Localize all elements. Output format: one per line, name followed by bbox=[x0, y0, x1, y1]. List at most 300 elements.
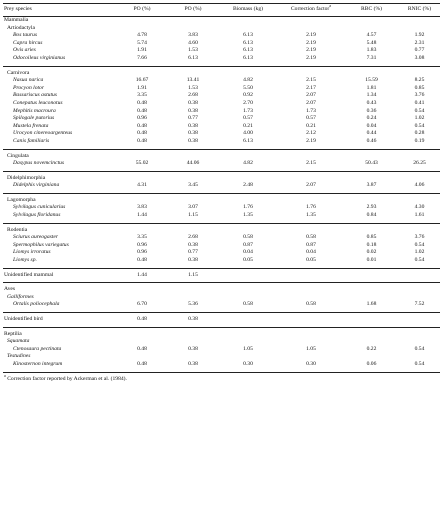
table-cell bbox=[278, 227, 344, 235]
table-cell bbox=[168, 17, 218, 25]
table-cell bbox=[116, 286, 168, 294]
species-name: Nasua narica bbox=[13, 77, 44, 84]
table-cell bbox=[278, 338, 344, 346]
table-cell: 0.38 bbox=[188, 360, 198, 367]
table-cell bbox=[399, 294, 440, 302]
table-cell bbox=[218, 17, 278, 25]
table-cell: 0.54 bbox=[414, 241, 425, 248]
table-cell bbox=[278, 316, 344, 324]
table-cell: 0.05 bbox=[243, 257, 253, 264]
table-cell: 0.48 bbox=[137, 257, 147, 264]
order-label: Artiodactyla bbox=[7, 24, 35, 31]
table-row bbox=[3, 70, 440, 78]
table-row bbox=[3, 25, 440, 33]
species-name: Mustela frenata bbox=[13, 122, 49, 129]
table-cell bbox=[278, 197, 344, 205]
table-cell: 2.19 bbox=[306, 39, 316, 46]
table-cell bbox=[218, 25, 278, 33]
table-cell bbox=[399, 316, 440, 324]
table-cell: 0.57 bbox=[306, 115, 316, 122]
table-cell: 3.87 bbox=[366, 182, 377, 189]
table-cell bbox=[116, 331, 168, 339]
table-row bbox=[3, 346, 440, 354]
table-row bbox=[3, 55, 440, 63]
species-name: Sylvilagus floridanus bbox=[13, 212, 61, 219]
table-cell: 2.68 bbox=[188, 92, 198, 99]
table-cell: 2.19 bbox=[306, 47, 316, 54]
table-cell bbox=[344, 25, 399, 33]
table-cell bbox=[116, 17, 168, 25]
table-cell: 1.05 bbox=[243, 345, 253, 352]
table-cell: 6.13 bbox=[243, 47, 253, 54]
table-cell: 0.48 bbox=[137, 107, 147, 114]
table-cell bbox=[116, 338, 168, 346]
header-correction-factor-mark: a bbox=[329, 3, 332, 9]
table-row bbox=[3, 130, 440, 138]
table-cell: 0.57 bbox=[243, 115, 253, 122]
table-cell bbox=[168, 227, 218, 235]
table-cell: 0.77 bbox=[414, 47, 425, 54]
table-row bbox=[3, 212, 440, 220]
table-cell: 0.92 bbox=[243, 92, 253, 99]
table-cell bbox=[278, 17, 344, 25]
table-cell: 0.54 bbox=[414, 107, 425, 114]
species-name: Ortalis poliocephala bbox=[13, 301, 60, 308]
table-row bbox=[3, 294, 440, 302]
table-cell: 0.21 bbox=[306, 122, 316, 129]
table-cell: 0.38 bbox=[188, 122, 198, 129]
table-row bbox=[3, 123, 440, 131]
table-cell: 0.48 bbox=[137, 99, 147, 106]
table-cell: 0.87 bbox=[243, 241, 253, 248]
table-cell: 3.83 bbox=[137, 204, 147, 211]
table-cell bbox=[399, 286, 440, 294]
table-cell: 7.52 bbox=[414, 301, 425, 308]
table-cell: 3.76 bbox=[414, 92, 425, 99]
table-cell: 26.25 bbox=[413, 160, 426, 167]
table-cell: 0.58 bbox=[243, 301, 253, 308]
table-row bbox=[3, 242, 440, 250]
table-cell: 0.48 bbox=[137, 122, 147, 129]
species-name: Liomys sp. bbox=[13, 257, 37, 264]
table-cell bbox=[399, 227, 440, 235]
table-cell bbox=[399, 272, 440, 280]
table-cell bbox=[344, 286, 399, 294]
table-cell: 0.38 bbox=[188, 345, 198, 352]
table-cell: 0.54 bbox=[414, 122, 425, 129]
table-cell bbox=[218, 331, 278, 339]
table-header bbox=[3, 4, 440, 17]
table-row bbox=[3, 115, 440, 123]
table-cell: 0.54 bbox=[414, 257, 425, 264]
table-cell bbox=[344, 197, 399, 205]
table-cell bbox=[168, 331, 218, 339]
table-cell: 0.36 bbox=[366, 107, 377, 114]
table-row bbox=[3, 316, 440, 324]
table-cell: 6.13 bbox=[243, 39, 253, 46]
table-cell: 13.41 bbox=[186, 77, 200, 84]
table-cell: 1.15 bbox=[188, 212, 198, 219]
header-rbc: RBC (%) bbox=[344, 4, 399, 17]
table-row bbox=[3, 234, 440, 242]
table-cell: 1.44 bbox=[137, 271, 147, 278]
table-cell: 4.06 bbox=[414, 182, 425, 189]
table-cell bbox=[116, 227, 168, 235]
table-cell: 6.13 bbox=[188, 54, 198, 61]
table-cell: 1.53 bbox=[188, 84, 198, 91]
species-name: Odocoileus virginianus bbox=[13, 54, 66, 61]
table-cell: 2.31 bbox=[414, 39, 425, 46]
table-cell: 1.73 bbox=[306, 107, 316, 114]
table-cell: 2.19 bbox=[306, 54, 316, 61]
table-cell bbox=[344, 331, 399, 339]
table-cell: 0.38 bbox=[188, 99, 198, 106]
table-cell: 0.02 bbox=[366, 249, 377, 256]
table-cell: 1.61 bbox=[414, 212, 425, 219]
table-cell: 0.43 bbox=[366, 99, 377, 106]
table-cell: 5.36 bbox=[188, 301, 198, 308]
table-row bbox=[3, 40, 440, 48]
table-cell: 0.38 bbox=[188, 107, 198, 114]
table-cell: 0.44 bbox=[366, 130, 377, 137]
table-cell bbox=[399, 331, 440, 339]
table-cell: 0.54 bbox=[414, 345, 425, 352]
species-name: Bassariscus astutus bbox=[13, 92, 57, 99]
section-end-rule bbox=[3, 369, 440, 373]
species-name: Capra hircus bbox=[13, 39, 43, 46]
table-cell: 6.70 bbox=[137, 301, 147, 308]
table-cell: 1.35 bbox=[243, 212, 253, 219]
table-cell: 1.34 bbox=[366, 92, 377, 99]
table-cell: 2.68 bbox=[188, 234, 198, 241]
table-row bbox=[3, 108, 440, 116]
table-row bbox=[3, 100, 440, 108]
table-cell: 5.48 bbox=[366, 39, 377, 46]
table-cell bbox=[116, 25, 168, 33]
table-cell: 0.84 bbox=[366, 212, 377, 219]
table-cell: 0.48 bbox=[137, 137, 147, 144]
table-cell bbox=[344, 175, 399, 183]
table-cell: 0.24 bbox=[366, 115, 377, 122]
species-name: Bos taurus bbox=[13, 32, 38, 39]
table-cell: 16.67 bbox=[135, 77, 149, 84]
table-cell: 0.77 bbox=[188, 115, 198, 122]
species-name: Conepatus leuconotus bbox=[13, 99, 63, 106]
header-po-2: PO (%) bbox=[168, 4, 218, 17]
table-cell bbox=[168, 175, 218, 183]
table-cell: 0.01 bbox=[366, 257, 377, 264]
table-cell: 1.92 bbox=[414, 32, 425, 39]
table-cell: 0.58 bbox=[306, 234, 316, 241]
table-cell: 4.82 bbox=[243, 77, 253, 84]
table-cell bbox=[168, 25, 218, 33]
table-cell: 0.28 bbox=[414, 130, 425, 137]
order-label: Lagomorpha bbox=[7, 196, 36, 203]
table-cell bbox=[399, 17, 440, 25]
table-cell bbox=[278, 353, 344, 361]
header-rnic: RNIC (%) bbox=[399, 4, 440, 17]
table-cell: 4.78 bbox=[137, 32, 147, 39]
table-cell: 15.59 bbox=[365, 77, 378, 84]
table-cell bbox=[278, 175, 344, 183]
table-cell: 0.48 bbox=[137, 316, 147, 322]
table-cell: 3.08 bbox=[414, 54, 425, 61]
table-cell: 0.38 bbox=[188, 130, 198, 137]
table-cell: 1.02 bbox=[414, 249, 425, 256]
species-name: Ctenosaura pectinata bbox=[13, 345, 62, 352]
table-cell bbox=[218, 70, 278, 78]
table-cell: 0.04 bbox=[306, 249, 316, 256]
table-cell bbox=[218, 338, 278, 346]
table-cell bbox=[344, 316, 399, 324]
table-cell bbox=[399, 25, 440, 33]
table-cell: 2.70 bbox=[243, 99, 253, 106]
table-cell: 0.38 bbox=[188, 137, 198, 144]
table-row bbox=[3, 331, 440, 339]
table-cell bbox=[116, 294, 168, 302]
class-label: Reptilia bbox=[4, 330, 22, 337]
table-cell: 2.07 bbox=[306, 99, 316, 106]
table-cell: 55.02 bbox=[135, 160, 149, 167]
table-cell: 2.07 bbox=[306, 92, 316, 99]
table-cell bbox=[168, 294, 218, 302]
table-cell: 50.43 bbox=[365, 160, 378, 167]
table-cell: 0.85 bbox=[414, 84, 425, 91]
unidentified-label: Unidentified bird bbox=[4, 316, 43, 322]
table-cell: 8.25 bbox=[414, 77, 425, 84]
table-cell bbox=[168, 286, 218, 294]
order-label: Galliformes bbox=[7, 293, 34, 300]
prey-species-table bbox=[3, 3, 440, 373]
table-cell: 2.15 bbox=[306, 77, 316, 84]
species-name: Urocyon cinereoargenteus bbox=[13, 130, 73, 137]
class-label: Aves bbox=[4, 286, 16, 293]
header-correction-factor bbox=[278, 4, 344, 17]
table-cell: 2.19 bbox=[306, 32, 316, 39]
table-cell: 0.30 bbox=[306, 360, 316, 367]
table-cell: 6.13 bbox=[243, 32, 253, 39]
table-row bbox=[3, 85, 440, 93]
table-cell: 0.54 bbox=[414, 360, 425, 367]
table-cell bbox=[116, 353, 168, 361]
table-row bbox=[3, 77, 440, 85]
table-cell bbox=[218, 197, 278, 205]
table-cell bbox=[278, 294, 344, 302]
table-row bbox=[3, 32, 440, 40]
table-cell: 0.87 bbox=[306, 241, 316, 248]
table-cell: 4.30 bbox=[414, 204, 425, 211]
table-cell: 3.35 bbox=[137, 92, 147, 99]
table-cell: 4.31 bbox=[137, 182, 147, 189]
class-label: Mammalia bbox=[4, 17, 29, 23]
table-cell bbox=[218, 272, 278, 280]
table-cell bbox=[344, 353, 399, 361]
table-cell bbox=[344, 338, 399, 346]
table-cell bbox=[168, 153, 218, 161]
species-name: Ovis aries bbox=[13, 47, 36, 54]
table-cell: 1.76 bbox=[243, 204, 253, 211]
table-cell bbox=[116, 197, 168, 205]
table-cell bbox=[278, 153, 344, 161]
table-cell: 2.07 bbox=[306, 182, 316, 189]
order-label: Squamata bbox=[7, 338, 30, 345]
species-name: Procyon lotor bbox=[13, 84, 45, 91]
table-cell: 0.58 bbox=[243, 234, 253, 241]
table-cell: 0.85 bbox=[366, 234, 377, 241]
species-name: Didelphis virginiana bbox=[13, 182, 60, 189]
table-row bbox=[3, 301, 440, 309]
table-row bbox=[3, 17, 440, 25]
table-cell bbox=[218, 227, 278, 235]
table-cell bbox=[218, 286, 278, 294]
table-cell: 3.83 bbox=[188, 32, 198, 39]
table-cell: 1.15 bbox=[188, 271, 198, 278]
table-cell: 0.96 bbox=[137, 241, 147, 248]
table-cell: 2.93 bbox=[366, 204, 377, 211]
table-cell: 1.35 bbox=[306, 212, 316, 219]
table-cell: 4.82 bbox=[243, 160, 253, 167]
table-cell: 1.44 bbox=[137, 212, 147, 219]
table-cell bbox=[399, 70, 440, 78]
table-cell: 2.17 bbox=[306, 84, 316, 91]
table-cell: 0.04 bbox=[243, 249, 253, 256]
species-name: Liomys irroratus bbox=[13, 249, 51, 256]
table-row bbox=[3, 153, 440, 161]
table-cell bbox=[168, 338, 218, 346]
table-cell bbox=[218, 316, 278, 324]
table-cell: 0.48 bbox=[137, 345, 147, 352]
table-row bbox=[3, 338, 440, 346]
species-name: Sciurus aureogaster bbox=[13, 234, 59, 241]
table-row bbox=[3, 272, 440, 280]
footnote-text: Correction factor reported by Ackerman et al. (1984). bbox=[7, 375, 127, 382]
table-cell: 0.77 bbox=[188, 249, 198, 256]
table-cell bbox=[399, 353, 440, 361]
table-cell: 0.58 bbox=[306, 301, 316, 308]
table-cell: 0.48 bbox=[137, 360, 147, 367]
table-cell: 0.21 bbox=[243, 122, 253, 129]
species-name: Dasypus novemcinctus bbox=[13, 160, 65, 167]
table-cell bbox=[278, 272, 344, 280]
table-cell: 1.76 bbox=[306, 204, 316, 211]
table-cell: 5.74 bbox=[137, 39, 147, 46]
table-cell: 44.06 bbox=[186, 160, 200, 167]
species-name: Spilogale putorius bbox=[13, 115, 55, 122]
table-row bbox=[3, 249, 440, 257]
table-cell: 0.22 bbox=[366, 345, 377, 352]
table-cell: 0.04 bbox=[366, 122, 377, 129]
unidentified-label: Unidentified mammal bbox=[4, 271, 54, 278]
table-cell bbox=[116, 153, 168, 161]
order-label: Carnivora bbox=[7, 69, 30, 76]
table-cell bbox=[344, 17, 399, 25]
table-cell: 3.45 bbox=[188, 182, 198, 189]
table-cell bbox=[218, 294, 278, 302]
header-po-1: PO (%) bbox=[116, 4, 168, 17]
table-cell: 1.02 bbox=[414, 115, 425, 122]
table-cell: 4.00 bbox=[243, 130, 253, 137]
table-cell: 7.66 bbox=[137, 54, 147, 61]
table-cell: 0.30 bbox=[243, 360, 253, 367]
table-cell: 0.96 bbox=[137, 249, 147, 256]
table-row bbox=[3, 197, 440, 205]
table-cell: 1.53 bbox=[188, 47, 198, 54]
table-cell: 0.38 bbox=[188, 241, 198, 248]
table-row bbox=[3, 361, 440, 369]
table-cell: 0.96 bbox=[137, 115, 147, 122]
table-cell: 1.83 bbox=[366, 47, 377, 54]
table-body bbox=[3, 17, 440, 373]
species-name: Mephitis macroura bbox=[13, 107, 56, 114]
table-cell: 0.06 bbox=[366, 360, 377, 367]
table-cell bbox=[344, 272, 399, 280]
table-cell: 0.48 bbox=[137, 130, 147, 137]
table-row bbox=[3, 175, 440, 183]
table-cell bbox=[218, 153, 278, 161]
footnote-mark: a bbox=[4, 372, 6, 378]
table-cell: 4.57 bbox=[366, 32, 377, 39]
table-cell: 3.07 bbox=[188, 204, 198, 211]
table-row bbox=[3, 138, 440, 146]
table-row bbox=[3, 353, 440, 361]
table-cell bbox=[399, 175, 440, 183]
order-label: Testudines bbox=[7, 353, 31, 360]
table-row bbox=[3, 160, 440, 168]
order-label: Rodentia bbox=[7, 226, 28, 233]
order-label: Didelphimorphia bbox=[7, 174, 46, 181]
table-row bbox=[3, 227, 440, 235]
table-cell bbox=[218, 353, 278, 361]
table-cell: 0.38 bbox=[188, 257, 198, 264]
table-cell: 1.05 bbox=[306, 345, 316, 352]
table-cell: 0.05 bbox=[306, 257, 316, 264]
table-cell: 3.35 bbox=[137, 234, 147, 241]
table-cell: 1.68 bbox=[366, 301, 377, 308]
table-cell: 6.13 bbox=[243, 137, 253, 144]
table-cell bbox=[278, 286, 344, 294]
table-cell: 0.18 bbox=[366, 241, 377, 248]
table-cell: 1.91 bbox=[137, 47, 147, 54]
table-cell bbox=[344, 227, 399, 235]
table-cell: 2.12 bbox=[306, 130, 316, 137]
table-cell bbox=[168, 70, 218, 78]
table-cell bbox=[278, 25, 344, 33]
table-cell: 1.81 bbox=[366, 84, 377, 91]
table-cell bbox=[218, 175, 278, 183]
table-cell: 0.38 bbox=[188, 316, 198, 322]
header-correction-factor-text: Correction factor bbox=[290, 6, 330, 13]
table-cell: 0.41 bbox=[414, 99, 425, 106]
species-name: Spermophilus variegatus bbox=[13, 241, 69, 248]
table-cell bbox=[399, 338, 440, 346]
table-cell bbox=[344, 70, 399, 78]
table-cell: 2.48 bbox=[243, 182, 253, 189]
table-cell: 2.15 bbox=[306, 160, 316, 167]
table-cell bbox=[278, 70, 344, 78]
table-cell bbox=[278, 331, 344, 339]
table-cell: 3.76 bbox=[414, 234, 425, 241]
species-name: Canis familiaris bbox=[13, 137, 50, 144]
table-cell bbox=[116, 70, 168, 78]
header-biomass: Biomass (kg) bbox=[218, 4, 278, 17]
table-row bbox=[3, 204, 440, 212]
table-footnote bbox=[3, 372, 440, 382]
species-name: Kinosternon integrum bbox=[13, 360, 63, 367]
table-cell bbox=[168, 353, 218, 361]
table-cell: 2.19 bbox=[306, 137, 316, 144]
table-cell: 5.50 bbox=[243, 84, 253, 91]
table-cell: 0.19 bbox=[414, 137, 425, 144]
